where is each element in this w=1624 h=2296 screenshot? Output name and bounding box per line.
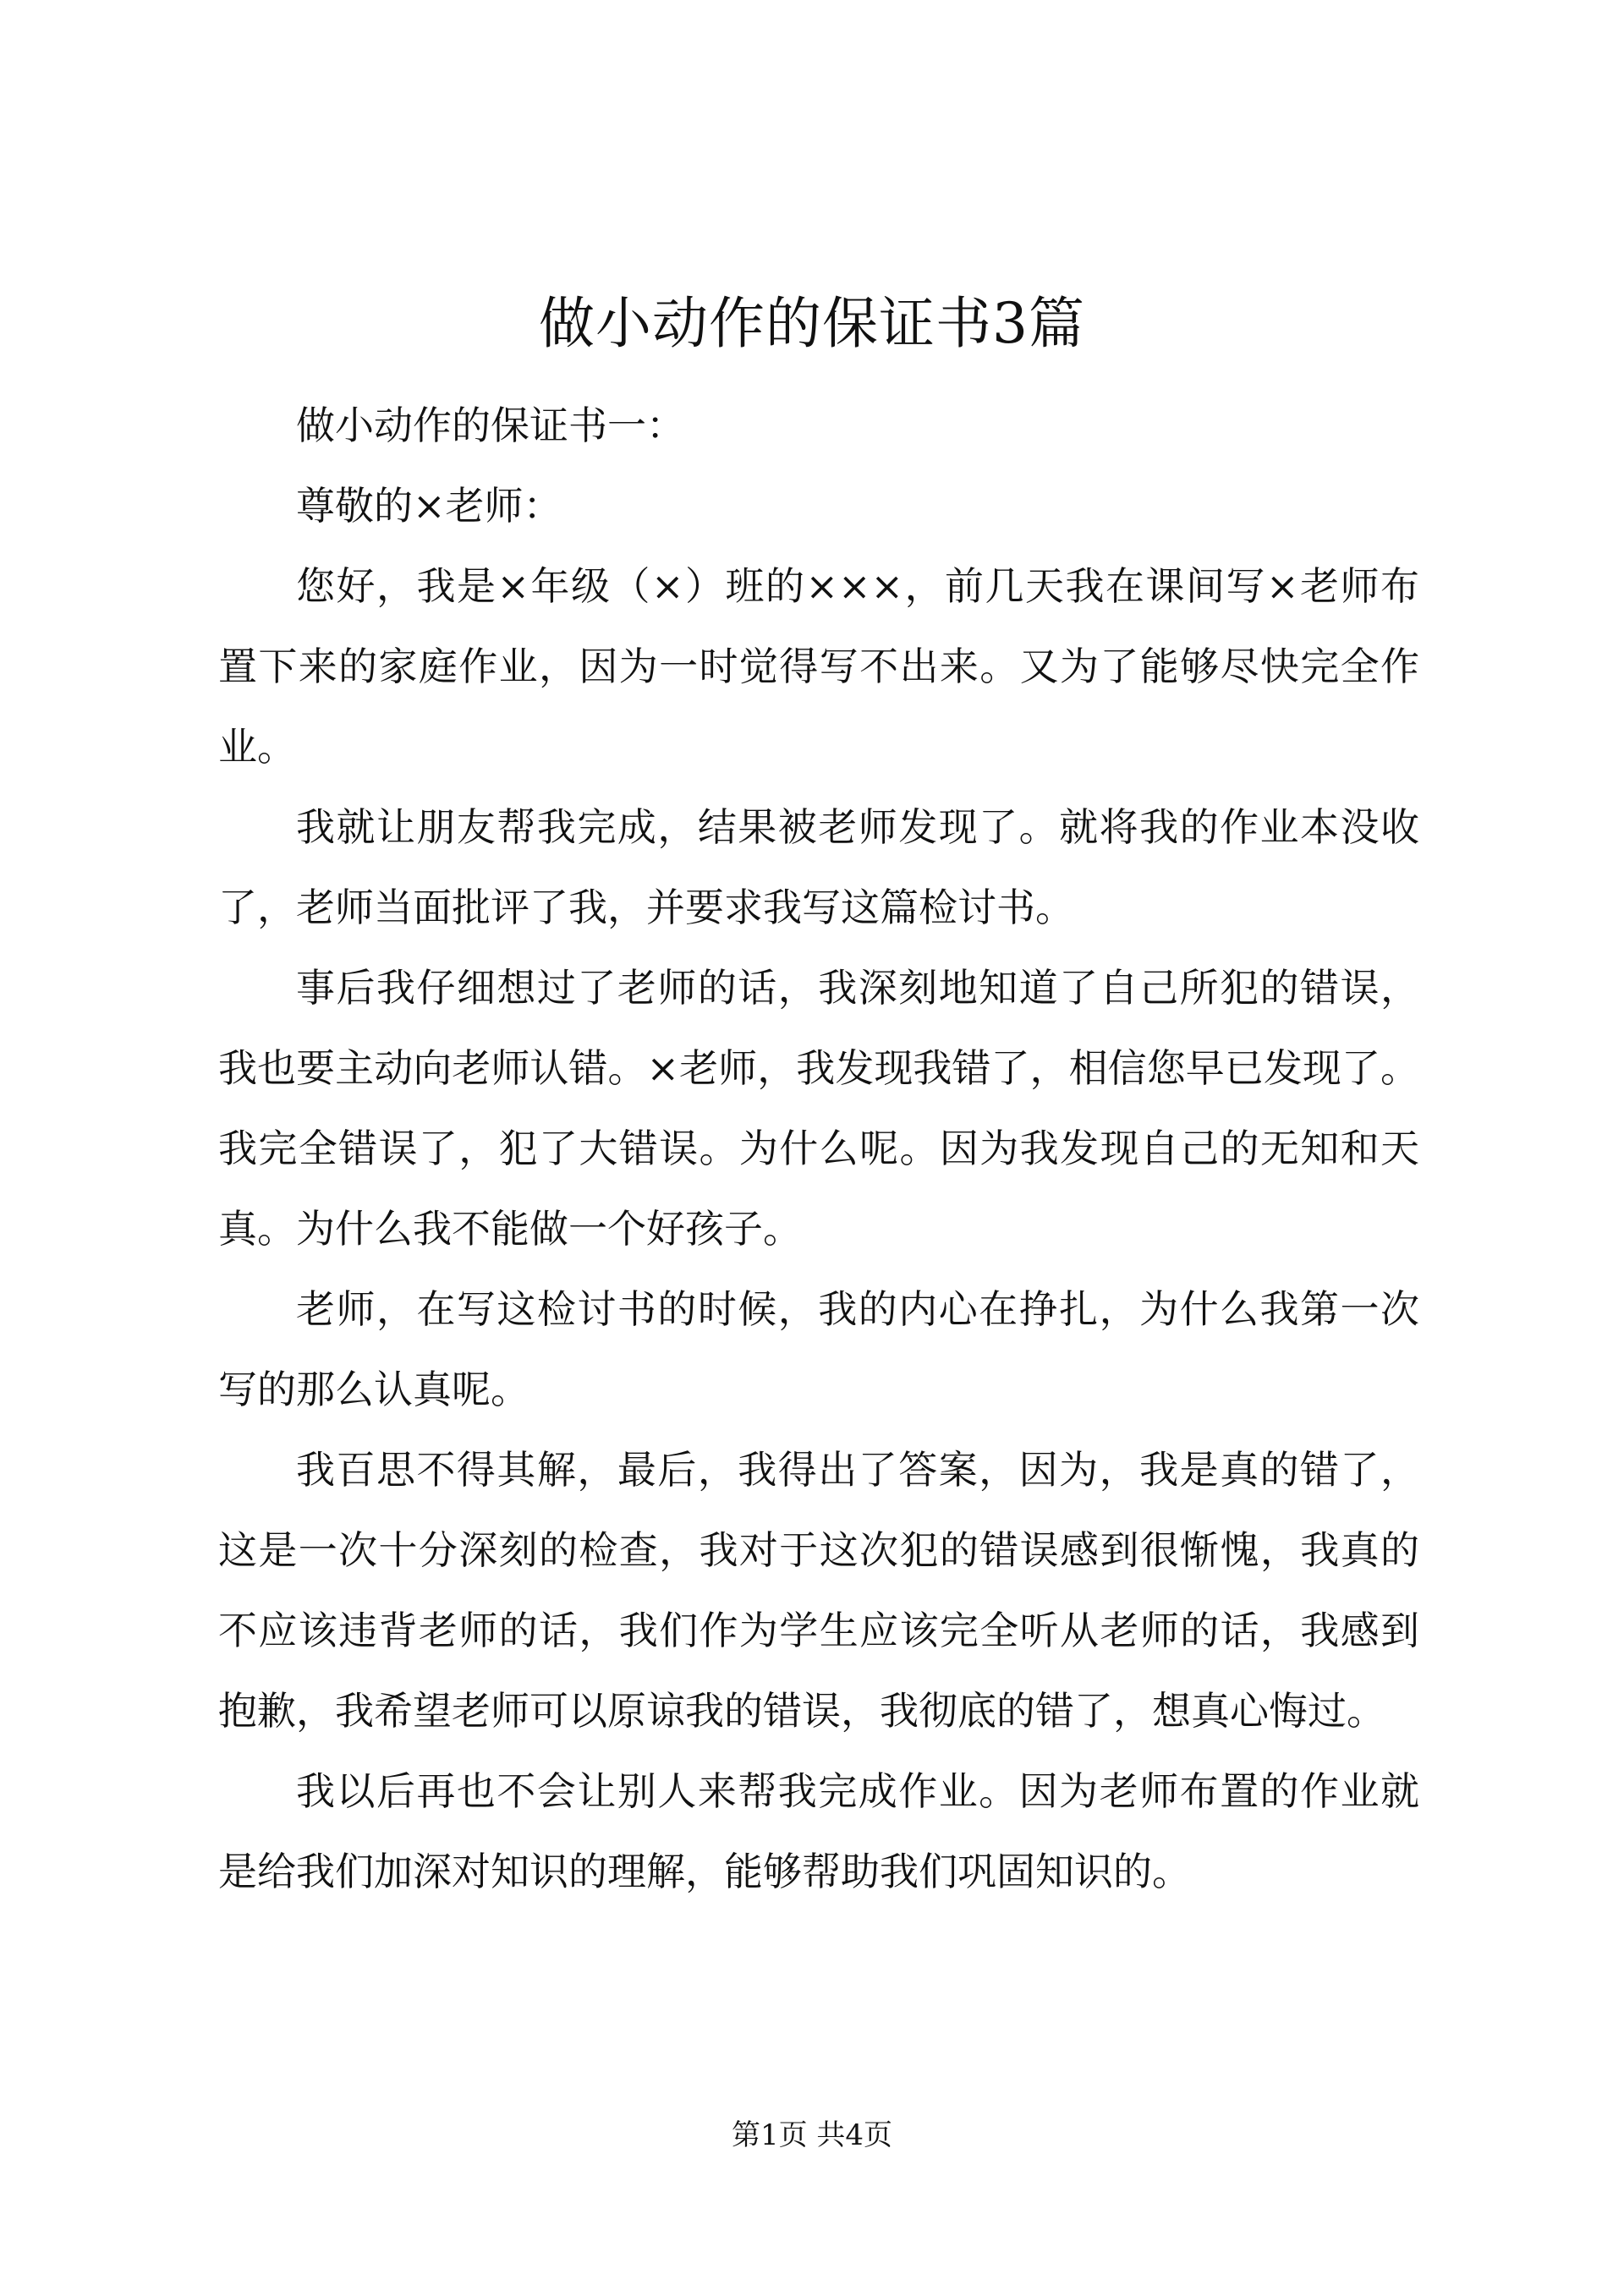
paragraph: 我百思不得其解，最后，我得出了答案，因为，我是真的错了，这是一次十分深刻的检查，我对于这次犯的错误感到很惭愧，我真的不应该违背老师的话，我们作为学生应该完全听从老师的话，我感到抱歉，我希望老师可以原谅我的错误，我彻底的错了，想真心悔过。 xyxy=(218,1447,1419,1734)
paragraph: 事后我仔细想过了老师的话，我深刻地知道了自己所犯的错误，我也要主动向老师认错。×老师，我发现我错了，相信您早已发现了。我完全错误了，犯了大错误。为什么呢。因为我发现自己的无知和天真。为什么我不能做一个好孩子。 xyxy=(218,965,1419,1252)
document-body xyxy=(218,386,1419,1912)
paragraph: 我就让朋友帮我完成，结果被老师发现了。就将我的作业本没收了，老师当面批评了我，并要求我写这篇检讨书。 xyxy=(218,804,1419,930)
section-heading: 做小动作的保证书一： xyxy=(296,403,685,448)
salutation: 尊敬的×老师： xyxy=(296,483,562,529)
document-title: 做小动作的保证书3篇 xyxy=(539,291,1085,356)
paragraph: 老师，在写这检讨书的时候，我的内心在挣扎，为什么我第一次写的那么认真呢。 xyxy=(218,1286,1419,1412)
page-number-footer: 第1页 共4页 xyxy=(731,2118,893,2152)
paragraph: 我以后再也不会让别人来帮我完成作业。因为老师布置的作业就是给我们加深对知识的理解，能够帮助我们巩固知识的。 xyxy=(218,1768,1419,1894)
paragraph: 您好，我是×年级（×）班的×××，前几天我在课间写×老师布置下来的家庭作业，因为一时觉得写不出来。又为了能够尽快完全作业。 xyxy=(218,563,1419,770)
